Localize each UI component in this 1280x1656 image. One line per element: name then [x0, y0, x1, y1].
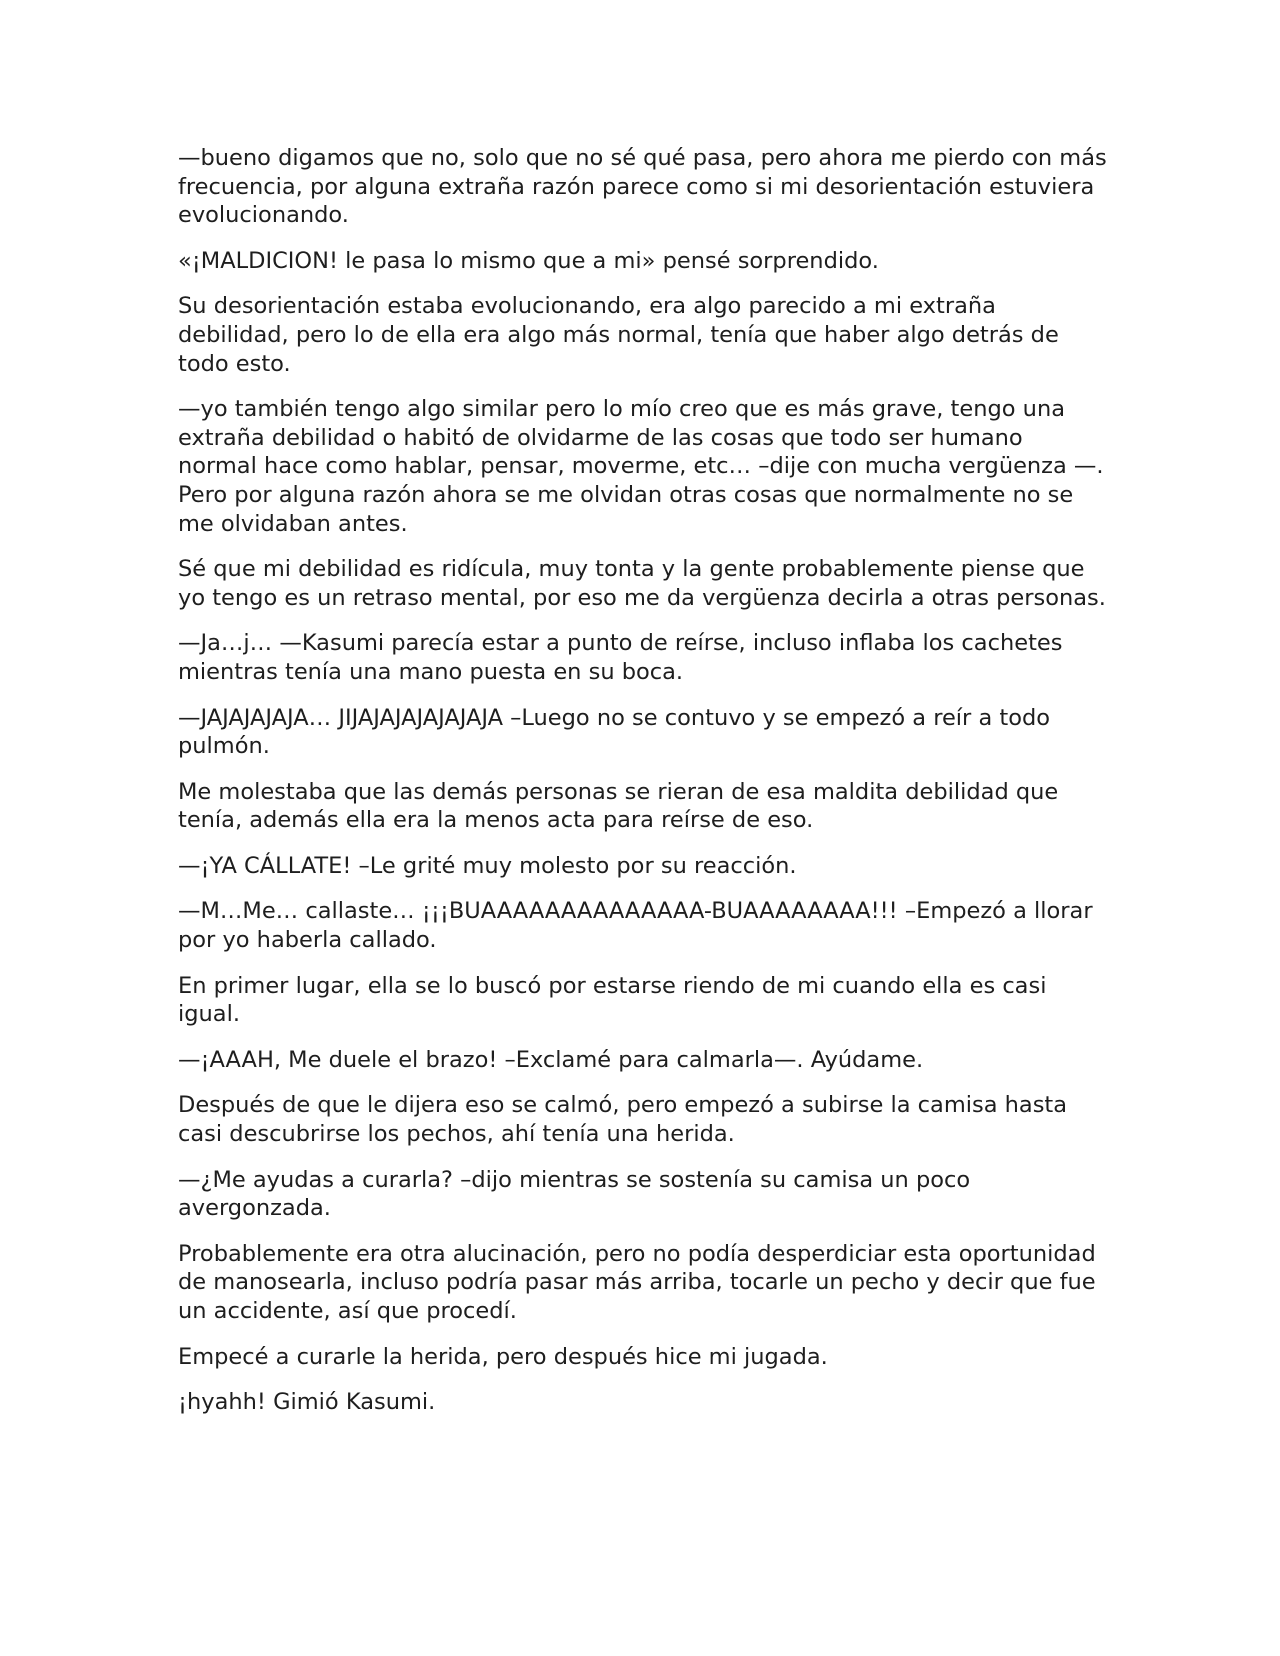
paragraph: —Ja…j… —Kasumi parecía estar a punto de reírse, incluso inflaba los cachetes mientras tenía una mano puesta en su boca.: [178, 630, 1063, 685]
paragraph: —bueno digamos que no, solo que no sé qué pasa, pero ahora me pierdo con más frecuencia, por alguna extraña razón parece como si mi desorientación estuviera evolucionando.: [178, 145, 1107, 229]
paragraph: Su desorientación estaba evolucionando, era algo parecido a mi extraña debilidad, pero lo de ella era algo más normal, tenía que haber algo detrás de todo esto.: [178, 293, 1059, 377]
paragraph: Probablemente era otra alucinación, pero no podía desperdiciar esta oportunidad de manosearla, incluso podría pasar más arriba, tocarle un pecho y decir que fue un accidente, así que procedí.: [178, 1240, 1096, 1324]
paragraph: «¡MALDICION! le pasa lo mismo que a mi» pensé sorprendido.: [178, 247, 879, 274]
paragraph: —¡YA CÁLLATE! –Le grité muy molesto por su reacción.: [178, 852, 797, 879]
paragraph: Empecé a curarle la herida, pero después hice mi jugada.: [178, 1343, 828, 1370]
paragraph: Me molestaba que las demás personas se rieran de esa maldita debilidad que tenía, además ella era la menos acta para reírse de eso.: [178, 778, 1059, 834]
paragraph: —¡AAAH, Me duele el brazo! –Exclamé para calmarla—. Ayúdame.: [178, 1046, 924, 1073]
paragraph: —¿Me ayudas a curarla? –dijo mientras se sostenía su camisa un poco avergonzada.: [178, 1166, 971, 1222]
paragraph: Después de que le dijera eso se calmó, pero empezó a subirse la camisa hasta casi descubrirse los pechos, ahí tenía una herida.: [178, 1092, 1068, 1148]
paragraph: En primer lugar, ella se lo buscó por estarse riendo de mi cuando ella es casi igual.: [178, 972, 1047, 1028]
paragraph: ¡hyahh! Gimió Kasumi.: [178, 1389, 436, 1416]
paragraph: —JAJAJAJAJA… JIJAJAJAJAJAJAJA –Luego no se contuvo y se empezó a reír a todo pulmón.: [178, 704, 1051, 760]
paragraph: —M…Me… callaste… ¡¡¡BUAAAAAAAAAAAAAA-BUAAAAAAAA!!! –Empezó a llorar por yo haberla callado.: [178, 898, 1093, 954]
paragraph: —yo también tengo algo similar pero lo mío creo que es más grave, tengo una extraña debilidad o habitó de olvidarme de las cosas que todo ser humano normal hace como hablar, pensar, moverme, etc… –dije con mucha vergüenza —. Pero por alguna razón ahora se me olvidan otras cosas que normalmente no se me olvidaban antes.: [178, 396, 1104, 537]
body-text: [178, 144, 1108, 1434]
paragraph: Sé que mi debilidad es ridícula, muy tonta y la gente probablemente piense que yo tengo es un retraso mental, por eso me da vergüenza decirla a otras personas.: [178, 556, 1106, 611]
